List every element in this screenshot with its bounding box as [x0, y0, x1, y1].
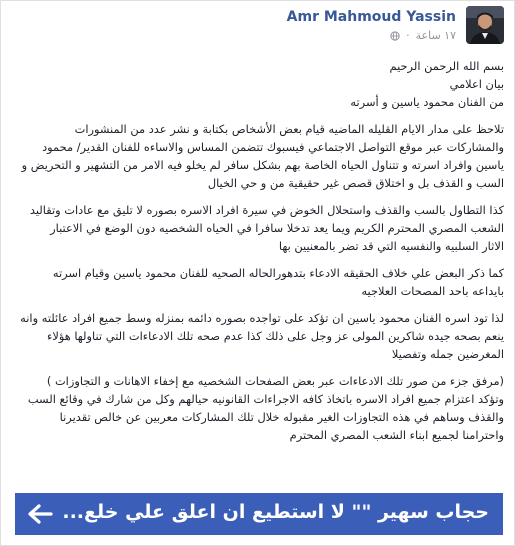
- globe-icon[interactable]: [390, 31, 400, 41]
- post-line: والمشاركات عبر موقع التواصل الاجتماعي فيسبوك تتضمن المساس والاساءه للفنان القدير/ محمود: [42, 140, 504, 154]
- banner-headline[interactable]: حجاب سهير "" لا استطيع ان اعلق علي خلع...: [62, 501, 489, 523]
- meta-separator: ·: [406, 29, 410, 42]
- author-name[interactable]: Amr Mahmoud Yassin: [286, 9, 456, 25]
- post-line: واحترامنا لجميع ابناء الشعب المصري المحترم: [289, 428, 504, 442]
- post-line: الشعب المصري المحترم الكريم ويما يعد تدخلا سافرا في الحياه الشخصيه دون الوضع في الاعتبار: [50, 221, 504, 235]
- post-line: الاثار السلبيه والنفسيه التي قد تضر بالمعنيين بها: [278, 239, 504, 253]
- post-line: بيان اعلامي: [449, 77, 504, 91]
- post-line: كذا التطاول بالسب والقذف واستحلال الخوض في سيرة افراد الاسره بصوره لا تليق مع عادات وتقاليد: [29, 203, 504, 217]
- post-line: بسم الله الرحمن الرحيم: [389, 59, 504, 73]
- post-line: المغرضين جمله وتفصيلا: [391, 347, 504, 361]
- related-link-banner[interactable]: [15, 493, 503, 535]
- post-line: والقذف وساهم في هذه التجاوزات الغير مقبوله خلال تلك المشاركات معربين عن خالص تقديرنا: [59, 410, 504, 424]
- post-line: (مرفق جزء من صور تلك الادعاءات عبر بعض الصفحات الشخصيه مع إخفاء الاهانات و التجاوزات ): [46, 374, 504, 388]
- post-line: ياسين وافراد اسرته و تتناول الحياه الخاصة بهم بشكل سافر لم يخلو فيه الامر من التشهير و التحريض و: [21, 158, 504, 172]
- arrow-left-icon[interactable]: [27, 504, 53, 524]
- post-paragraph: [15, 120, 504, 192]
- post-paragraph: [15, 372, 504, 444]
- post-time[interactable]: ١٧ ساعة: [415, 29, 456, 42]
- post-line: ينعم بصحه جيده شاكرين المولى عز وجل على ذلك كذا عدم صحه تلك الادعاءات التي تناولها هؤلاء: [46, 329, 504, 343]
- author-avatar[interactable]: [466, 6, 504, 44]
- post-paragraph: [15, 264, 504, 300]
- post-paragraph: [15, 309, 504, 363]
- post-line: لذا تود اسره الفنان محمود ياسين ان تؤكد على تواجده بصوره دائمه بمنزله وسط جميع افراد عائلته وانه: [20, 311, 504, 325]
- post-paragraph: [15, 201, 504, 255]
- post-line: من الفنان محمود ياسين و أسرته: [350, 95, 504, 109]
- post-line: كما ذكر البعض علي خلاف الحقيقه الادعاء بتدهورالحاله الصحيه للفنان محمود ياسين وقيام اسرته: [52, 266, 504, 280]
- post-text: [15, 57, 504, 444]
- post-meta: [390, 29, 456, 42]
- post-line: تلاحظ على مدار الايام القليله الماضيه قيام بعض الأشخاص بكتابة و نشر عدد من المنشورات: [74, 122, 504, 136]
- profile-photo: [466, 6, 504, 44]
- post-line: السب و القذف بل و اختلاق قصص غير حقيقية من و حي الخيال: [207, 176, 504, 190]
- post-header: [1, 1, 514, 47]
- post-line: بايداعه باحد المصحات العلاجيه: [361, 284, 504, 298]
- post-line: وتؤكد اعتزام جميع افراد الاسره باتخاذ كافه الاجراءات القانونيه حيالهم وكل من شارك في وقائع السب: [27, 392, 504, 406]
- post-paragraph: [15, 57, 504, 111]
